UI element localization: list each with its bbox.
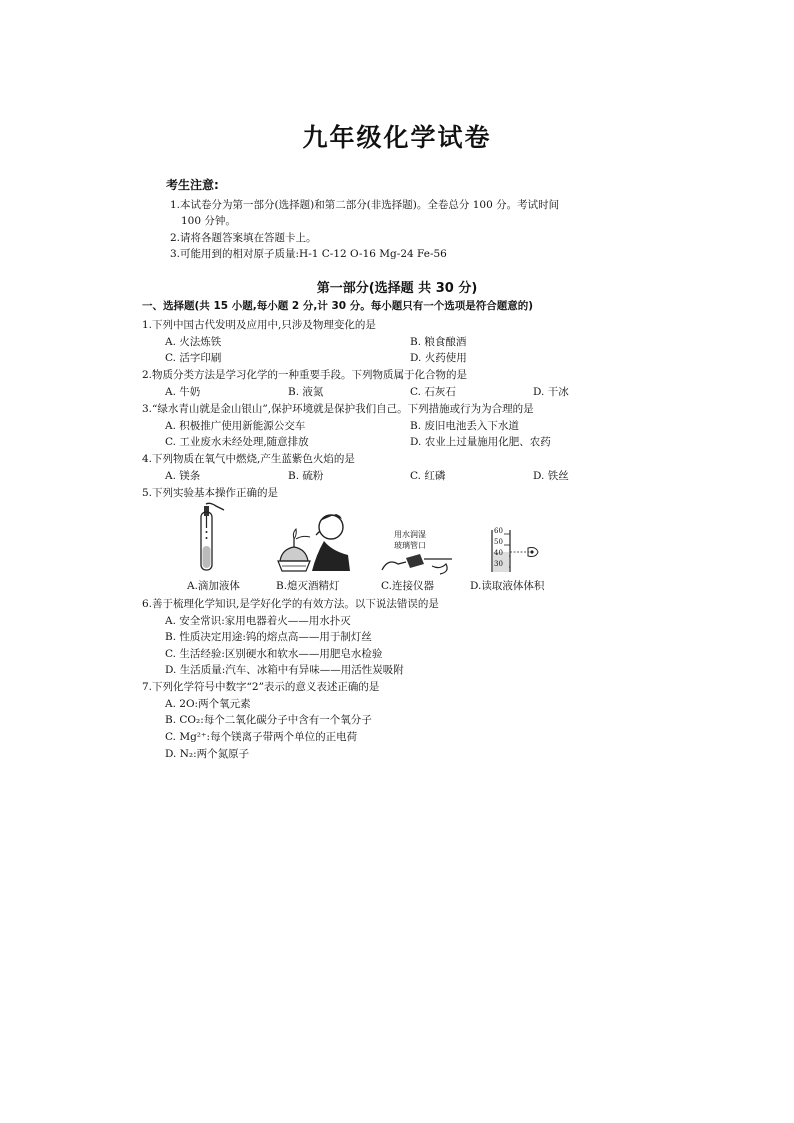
cylinder-tick-30: 30 — [494, 560, 503, 568]
alcohol-lamp-figure — [276, 511, 356, 575]
q7-option-d: D. N₂:两个氮原子 — [165, 748, 250, 760]
figure-b-caption: B.熄灭酒精灯 — [276, 580, 340, 592]
notice-heading: 考生注意: — [166, 178, 219, 192]
cylinder-tick-60: 60 — [494, 527, 503, 535]
q1-option-d: D. 火药使用 — [410, 352, 467, 364]
notice-item-1: 1.本试卷分为第一部分(选择题)和第二部分(非选择题)。全卷总分 100 分。考试时间 — [170, 199, 560, 211]
notice-item-2: 2.请将各题答案填在答题卡上。 — [170, 232, 317, 244]
q4-option-d: D. 铁丝 — [533, 470, 569, 482]
part1-title: 第一部分(选择题 共 30 分) — [316, 281, 478, 296]
figure-c-caption: C.连接仪器 — [381, 580, 434, 592]
q7-option-a: A. 2O:两个氧元素 — [165, 698, 251, 710]
question-6: 6.善于梳理化学知识,是学好化学的有效方法。以下说法错误的是 — [142, 598, 439, 610]
q6-option-c: C. 生活经验:区别硬水和软水——用肥皂水检验 — [165, 648, 383, 660]
question-7: 7.下列化学符号中数字“2”表示的意义表述正确的是 — [142, 681, 380, 693]
q7-option-c: C. Mg²⁺:每个镁离子带两个单位的正电荷 — [165, 731, 358, 743]
dropper-test-tube-figure — [188, 502, 228, 574]
notice-item-3: 3.可能用到的相对原子质量:H-1 C-12 O-16 Mg-24 Fe-56 — [170, 248, 447, 260]
q2-option-d: D. 干冰 — [533, 386, 569, 398]
question-4: 4.下列物质在氧气中燃烧,产生蓝紫色火焰的是 — [142, 453, 355, 465]
q7-option-b: B. CO₂:每个二氧化碳分子中含有一个氧分子 — [165, 714, 372, 726]
tube-connection-figure — [380, 550, 460, 576]
page-title: 九年级化学试卷 — [302, 123, 492, 152]
figure-a-caption: A.滴加液体 — [187, 580, 240, 592]
q1-option-c: C. 活字印刷 — [165, 352, 222, 364]
figure-d-caption: D.读取液体体积 — [470, 580, 545, 592]
q4-option-b: B. 硫粉 — [288, 470, 324, 482]
q3-option-c: C. 工业废水未经处理,随意排放 — [165, 436, 309, 448]
q2-option-b: B. 液氮 — [288, 386, 324, 398]
q4-option-c: C. 红磷 — [410, 470, 446, 482]
q2-option-a: A. 牛奶 — [165, 386, 201, 398]
q6-option-d: D. 生活质量:汽车、冰箱中有异味——用活性炭吸附 — [165, 664, 404, 676]
question-2: 2.物质分类方法是学习化学的一种重要手段。下列物质属于化合物的是 — [142, 369, 468, 381]
q3-option-b: B. 废旧电池丢入下水道 — [410, 420, 519, 432]
q3-option-d: D. 农业上过量施用化肥、农药 — [410, 436, 551, 448]
q3-option-a: A. 积极推广使用新能源公交车 — [165, 420, 306, 432]
question-1: 1.下列中国古代发明及应用中,只涉及物理变化的是 — [142, 319, 376, 331]
q6-option-b: B. 性质决定用途:钨的熔点高——用于制灯丝 — [165, 631, 372, 643]
figure-c-note-2: 玻璃管口 — [394, 541, 426, 550]
q6-option-a: A. 安全常识:家用电器着火——用水扑灭 — [165, 615, 351, 627]
q2-option-c: C. 石灰石 — [410, 386, 456, 398]
figure-c-note-1: 用水润湿 — [394, 530, 426, 539]
q1-option-b: B. 粮食酿酒 — [410, 336, 467, 348]
cylinder-tick-50: 50 — [494, 538, 503, 546]
q4-option-a: A. 镁条 — [165, 470, 201, 482]
question-5: 5.下列实验基本操作正确的是 — [142, 487, 279, 499]
notice-item-1-cont: 100 分钟。 — [181, 215, 236, 227]
q1-option-a: A. 火法炼铁 — [165, 336, 222, 348]
question-3: 3.“绿水青山就是金山银山”,保护环境就是保护我们自己。下列措施或行为为合理的是 — [142, 403, 534, 415]
section-heading: 一、选择题(共 15 小题,每小题 2 分,计 30 分。每小题只有一个选项是符合题意的) — [142, 300, 534, 312]
cylinder-tick-40: 40 — [494, 549, 503, 557]
